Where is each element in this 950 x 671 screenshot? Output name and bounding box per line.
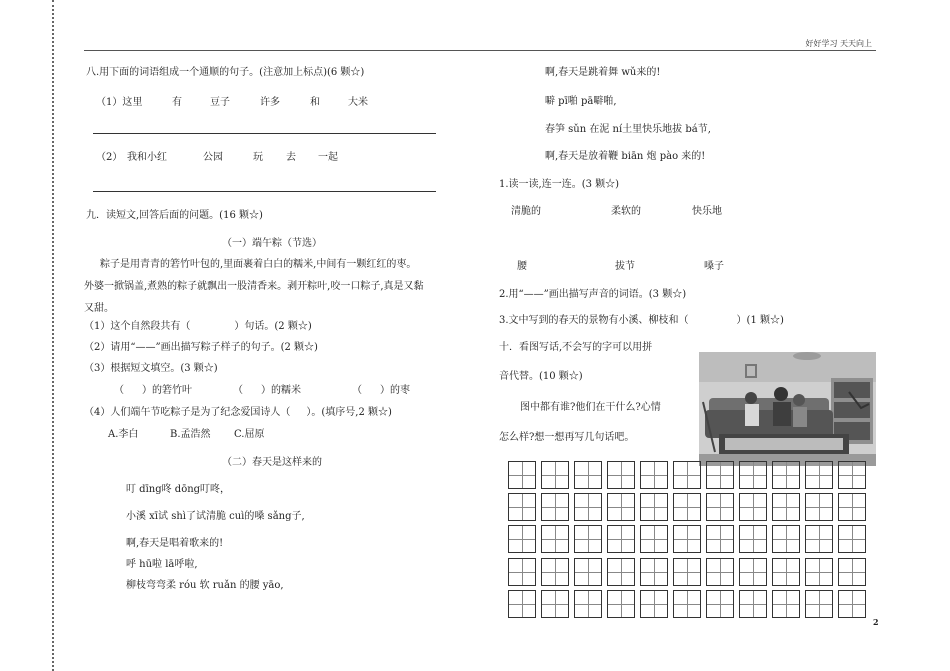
passage1-line: 粽子是用青青的箬竹叶包的,里面裹着白白的糯米,中间有一颗红红的枣。: [100, 259, 417, 270]
grid-cell[interactable]: [673, 493, 701, 521]
option-c[interactable]: C.屈原: [234, 429, 265, 440]
grid-cell[interactable]: [772, 558, 800, 586]
grid-cell[interactable]: [574, 525, 602, 553]
r-q2: 2.用“——”画出描写声音的词语。(3 颗☆): [499, 289, 687, 300]
grid-row: [508, 525, 876, 553]
grid-cell[interactable]: [541, 461, 569, 489]
fill-paren: （: [233, 385, 243, 396]
r-q3-text: 3.文中写到的春天的景物有小溪、柳枝和（: [499, 315, 689, 326]
poem-line: 柳枝弯弯柔 róu 软 ruǎn 的腰 yāo,: [126, 580, 284, 591]
fill-text: ）的箬竹叶: [142, 385, 192, 396]
q8-item1-word: （1）这里: [96, 97, 143, 108]
match-top-item[interactable]: 快乐地: [692, 206, 722, 217]
q10-line: 图中都有谁?他们在干什么?心情: [520, 402, 661, 413]
passage1-line: 又甜。: [84, 303, 114, 314]
q8-item1-word: 豆子: [210, 97, 230, 108]
q9-sub4-text: ）。(填序号,2 颗☆): [306, 407, 392, 418]
q9-sub4-text: （4）人们端午节吃粽子是为了纪念爱国诗人（: [84, 407, 291, 418]
passage1-title: （一）端午粽（节选）: [222, 238, 322, 249]
fill-blank-3: [352, 385, 410, 397]
grid-row: [508, 461, 876, 489]
grid-cell[interactable]: [805, 525, 833, 553]
grid-cell[interactable]: [805, 461, 833, 489]
grid-cell[interactable]: [508, 558, 536, 586]
grid-row: [508, 558, 876, 586]
grid-cell[interactable]: [607, 558, 635, 586]
grid-cell[interactable]: [706, 590, 734, 618]
grid-row: [508, 493, 876, 521]
grid-cell[interactable]: [739, 493, 767, 521]
poem-line: 啊,春天是跳着舞 wǔ来的!: [545, 67, 661, 78]
grid-cell[interactable]: [805, 493, 833, 521]
grid-cell[interactable]: [739, 461, 767, 489]
q8-item1-word: 许多: [260, 97, 280, 108]
grid-cell[interactable]: [805, 590, 833, 618]
q8-title: 八.用下面的词语组成一个通顺的句子。(注意加上标点)(6 颗☆): [86, 67, 365, 78]
grid-cell[interactable]: [541, 493, 569, 521]
option-b[interactable]: B.孟浩然: [170, 429, 211, 440]
grid-cell[interactable]: [541, 590, 569, 618]
grid-cell[interactable]: [607, 525, 635, 553]
grid-cell[interactable]: [607, 461, 635, 489]
family-picture: [699, 352, 876, 466]
grid-cell[interactable]: [640, 590, 668, 618]
grid-cell[interactable]: [838, 558, 866, 586]
match-bottom-item[interactable]: 嗓子: [704, 261, 724, 272]
grid-cell[interactable]: [508, 525, 536, 553]
grid-cell[interactable]: [838, 590, 866, 618]
q9-title: 九．读短文,回答后面的问题。(16 颗☆): [86, 210, 263, 221]
fill-paren: （: [114, 385, 124, 396]
q9-sub4: [84, 407, 392, 419]
grid-cell[interactable]: [772, 590, 800, 618]
grid-cell[interactable]: [805, 558, 833, 586]
grid-cell[interactable]: [640, 525, 668, 553]
q8-item2-word: 玩: [253, 152, 263, 163]
grid-cell[interactable]: [640, 493, 668, 521]
grid-cell[interactable]: [838, 461, 866, 489]
page-header: [84, 38, 876, 51]
grid-cell[interactable]: [508, 493, 536, 521]
grid-cell[interactable]: [739, 558, 767, 586]
grid-cell[interactable]: [739, 525, 767, 553]
match-top-item[interactable]: 清脆的: [511, 206, 541, 217]
q8-item1-word: 大米: [348, 97, 368, 108]
grid-cell[interactable]: [607, 493, 635, 521]
grid-cell[interactable]: [838, 525, 866, 553]
binding-margin-line: [52, 0, 54, 671]
fill-blank-2: [233, 385, 301, 397]
answer-line-1[interactable]: [93, 133, 436, 134]
grid-cell[interactable]: [706, 525, 734, 553]
grid-cell[interactable]: [838, 493, 866, 521]
poem-line: 噼 pī啪 pā噼啪,: [545, 96, 617, 107]
r-q3: [499, 315, 784, 327]
grid-cell[interactable]: [508, 461, 536, 489]
grid-cell[interactable]: [541, 558, 569, 586]
family-scene-illustration: [699, 352, 876, 466]
fill-text: ）的枣: [380, 385, 410, 396]
q9-sub1-text: ）句话。(2 颗☆): [234, 321, 312, 332]
poem-line: 叮 dīng咚 dōng叮咚，: [126, 484, 231, 495]
match-bottom-item[interactable]: 拔节: [615, 261, 635, 272]
grid-cell[interactable]: [772, 493, 800, 521]
option-a[interactable]: A.李白: [108, 429, 139, 440]
poem-line: 春笋 sǔn 在泥 ní土里快乐地拔 bá节,: [545, 124, 711, 135]
grid-cell[interactable]: [706, 493, 734, 521]
grid-cell[interactable]: [607, 590, 635, 618]
q9-sub3: （3）根据短文填空。(3 颗☆): [84, 363, 218, 374]
grid-cell[interactable]: [673, 558, 701, 586]
grid-cell[interactable]: [706, 461, 734, 489]
q8-item2-word: 去: [286, 152, 296, 163]
poem-line: 啊,春天是放着鞭 biān 炮 pào 来的!: [545, 151, 706, 162]
poem-line: 啊,春天是唱着歌来的!: [126, 538, 224, 549]
q10-line: 怎么样?想一想再写几句话吧。: [499, 432, 635, 443]
grid-cell[interactable]: [574, 461, 602, 489]
grid-cell[interactable]: [640, 558, 668, 586]
passage2-title: （二）春天是这样来的: [222, 457, 322, 468]
answer-line-2[interactable]: [93, 191, 436, 192]
q8-item1-word: 有: [172, 97, 182, 108]
grid-row: [508, 590, 876, 618]
grid-cell[interactable]: [673, 590, 701, 618]
match-top-item[interactable]: 柔软的: [611, 206, 641, 217]
grid-cell[interactable]: [772, 461, 800, 489]
q8-item1-word: 和: [310, 97, 320, 108]
fill-paren: （: [352, 385, 362, 396]
grid-cell[interactable]: [541, 525, 569, 553]
grid-cell[interactable]: [640, 461, 668, 489]
grid-cell[interactable]: [574, 590, 602, 618]
q8-item2-word: 公园: [203, 152, 223, 163]
grid-cell[interactable]: [574, 558, 602, 586]
poem-line: 小溪 xī试 shì了试清脆 cuì的嗓 sǎng子,: [126, 511, 305, 522]
page-number: 2: [873, 617, 879, 627]
q9-sub1-text: （1）这个自然段共有（: [84, 321, 191, 332]
fill-text: ）的糯米: [261, 385, 301, 396]
grid-cell[interactable]: [508, 590, 536, 618]
q10-line: 音代替。(10 颗☆): [499, 371, 583, 382]
header-motto: 好好学习 天天向上: [805, 39, 872, 48]
grid-cell[interactable]: [706, 558, 734, 586]
grid-cell[interactable]: [673, 525, 701, 553]
q8-item2-word: 我和小红: [127, 152, 167, 163]
match-bottom-item[interactable]: 腰: [517, 261, 527, 272]
q9-sub1: [84, 321, 312, 333]
r-q1: 1.读一读,连一连。(3 颗☆): [499, 179, 620, 190]
q9-sub2: （2）请用“——”画出描写粽子样子的句子。(2 颗☆): [84, 342, 318, 353]
passage1-line: 外婆一掀锅盖,煮熟的粽子就飘出一股清香来。剥开粽叶,咬一口粽子,真是又黏: [84, 281, 424, 292]
grid-cell[interactable]: [772, 525, 800, 553]
grid-cell[interactable]: [673, 461, 701, 489]
r-q3-text: ）(1 颗☆): [736, 315, 784, 326]
q10-line: 十．看图写话,不会写的字可以用拼: [499, 342, 653, 353]
fill-blank-1: [114, 385, 192, 397]
grid-cell[interactable]: [574, 493, 602, 521]
q8-item2-word: （2）: [96, 152, 123, 163]
q8-item2-word: 一起: [318, 152, 338, 163]
poem-line: 呼 hū啦 lā呼啦,: [126, 559, 198, 570]
grid-cell[interactable]: [739, 590, 767, 618]
